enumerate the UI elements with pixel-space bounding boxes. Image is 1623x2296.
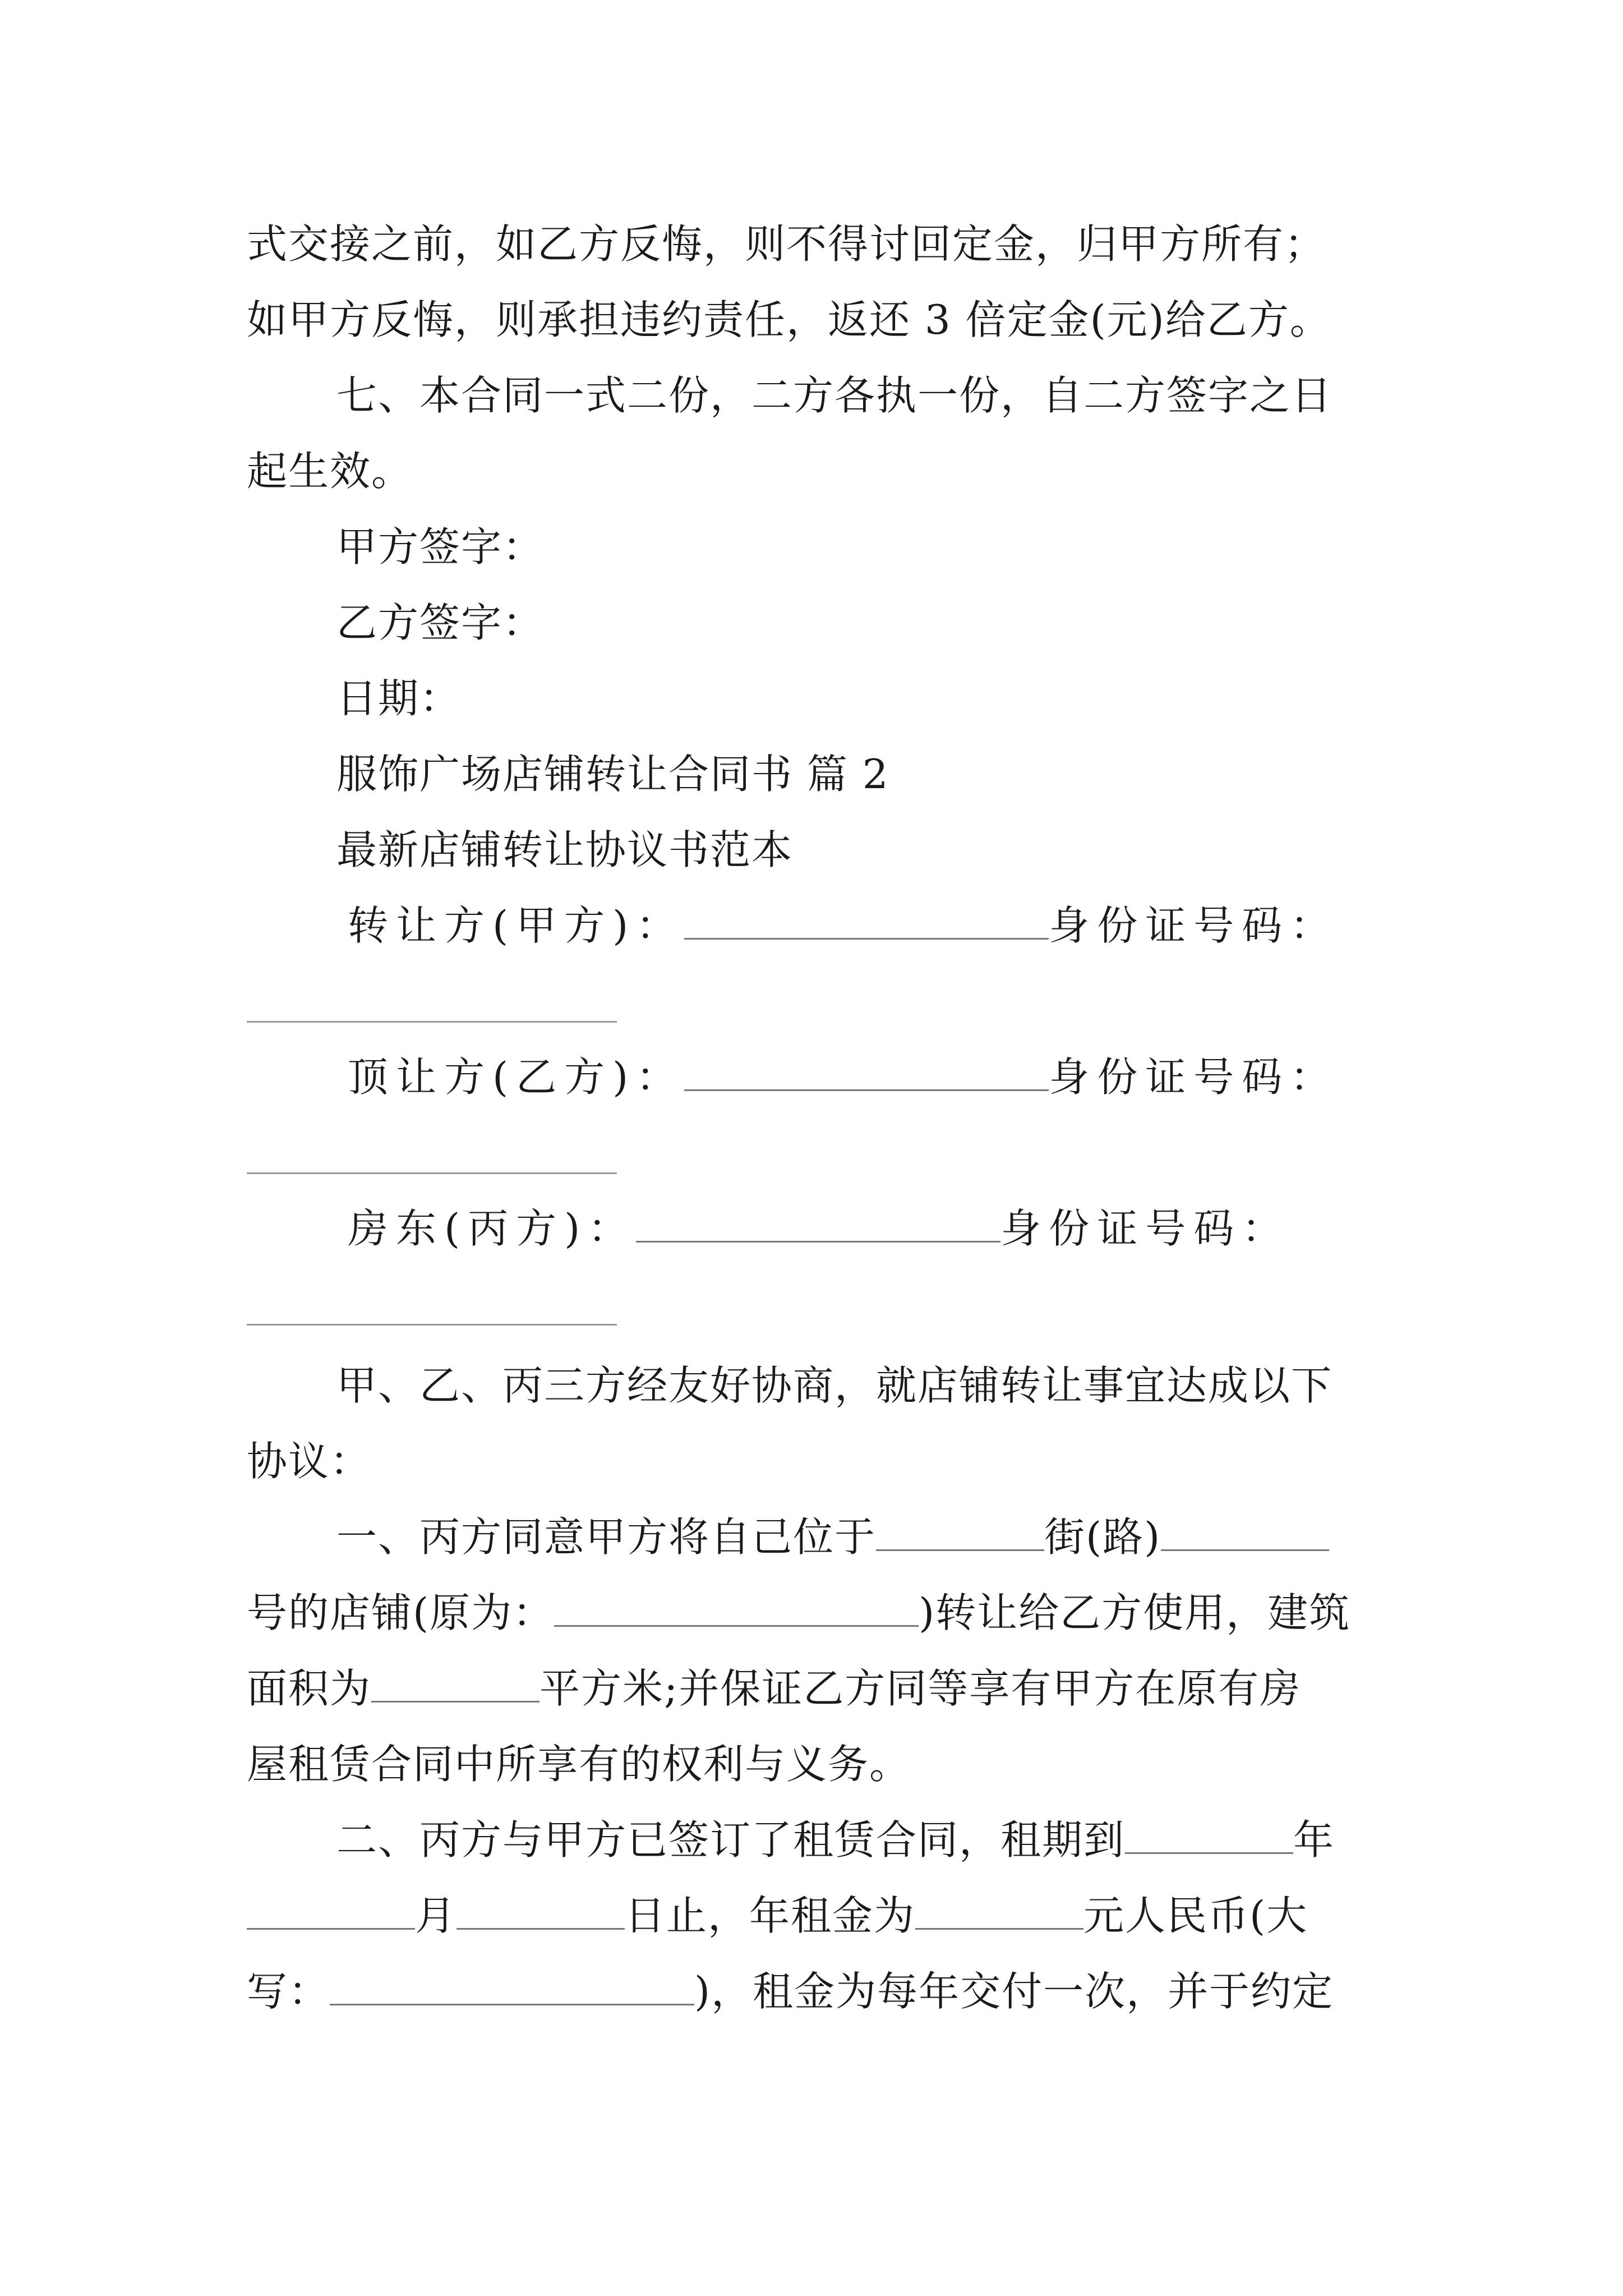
clause-text: 号的店铺(原为： (247, 1589, 555, 1636)
party-b-row (348, 1055, 1338, 1099)
clause-text: )转让给乙方使用，建筑 (919, 1589, 1351, 1636)
clause-text: 一、丙方同意甲方将自己位于 (336, 1513, 877, 1561)
party-b-id-label: 身份证号码： (1049, 1053, 1339, 1101)
clause-two-line (247, 1969, 1334, 2014)
street-blank (876, 1515, 1044, 1551)
rent-uppercase-blank (330, 1969, 694, 2005)
party-c-label: 房东(丙方)： (348, 1205, 637, 1252)
clause-one-line (247, 1590, 1350, 1635)
party-a-label: 转让方(甲方)： (348, 902, 685, 949)
party-a-row (348, 903, 1338, 948)
clause-text: )，租金为每年交付一次，并于约定 (694, 1968, 1334, 2015)
intro-line: 甲、乙、丙三方经友好协商，就店铺转让事宜达成以下 (336, 1362, 1333, 1409)
rent-blank (915, 1893, 1083, 1930)
signature-party-b: 乙方签字： (336, 599, 545, 646)
clause-text: 元人民币(大 (1083, 1892, 1308, 1939)
text-line: 如甲方反悔，则承担违约责任，返还 3 倍定金(元)给乙方。 (247, 296, 1331, 343)
party-a-id-blank (247, 1021, 617, 1023)
signature-party-a: 甲方签字： (336, 523, 545, 570)
text-line: 式交接之前，如乙方反悔，则不得讨回定金，归甲方所有； (247, 220, 1326, 268)
clause-text: 二、丙方与甲方已签订了租赁合同，租期到 (336, 1816, 1126, 1864)
section-subtitle: 最新店铺转让协议书范本 (336, 826, 794, 873)
clause-text: 平方米;并保证乙方同等享有甲方在原有房 (540, 1665, 1302, 1712)
clause-text: 日止，年租金为 (625, 1892, 916, 1939)
number-blank (1161, 1515, 1329, 1551)
clause-text: 面积为 (247, 1665, 372, 1712)
party-a-id-label: 身份证号码： (1049, 902, 1339, 949)
clause-text: 写： (247, 1968, 330, 2015)
party-c-row (348, 1206, 1290, 1251)
party-a-blank (684, 903, 1049, 940)
clause-text: 街(路) (1044, 1513, 1161, 1561)
original-use-blank (554, 1590, 919, 1627)
clause-text: 月 (415, 1892, 457, 1939)
party-c-id-label: 身份证号码： (1000, 1205, 1290, 1252)
party-b-blank (684, 1055, 1049, 1091)
party-c-id-blank (247, 1324, 617, 1326)
party-c-blank (636, 1206, 1000, 1243)
clause-one-line (247, 1666, 1301, 1711)
party-b-label: 顶让方(乙方)： (348, 1053, 685, 1101)
clause-one-line: 屋租赁合同中所享有的权利与义务。 (247, 1741, 911, 1788)
signature-date: 日期： (336, 675, 462, 722)
area-blank (371, 1666, 540, 1703)
month-blank (247, 1893, 415, 1930)
intro-line: 协议： (247, 1438, 372, 1485)
day-blank (457, 1893, 625, 1930)
section-title: 服饰广场店铺转让合同书 篇 2 (336, 751, 889, 798)
text-line: 起生效。 (247, 448, 413, 495)
party-b-id-blank (247, 1172, 617, 1174)
clause-text: 年 (1293, 1816, 1335, 1864)
clause-two-line (247, 1893, 1308, 1938)
year-blank (1125, 1818, 1293, 1854)
clause-one-line (336, 1515, 1329, 1559)
clause-two-line (336, 1818, 1335, 1862)
clause-seven: 七、本合同一式二份，二方各执一份，自二方签字之日 (336, 372, 1333, 419)
